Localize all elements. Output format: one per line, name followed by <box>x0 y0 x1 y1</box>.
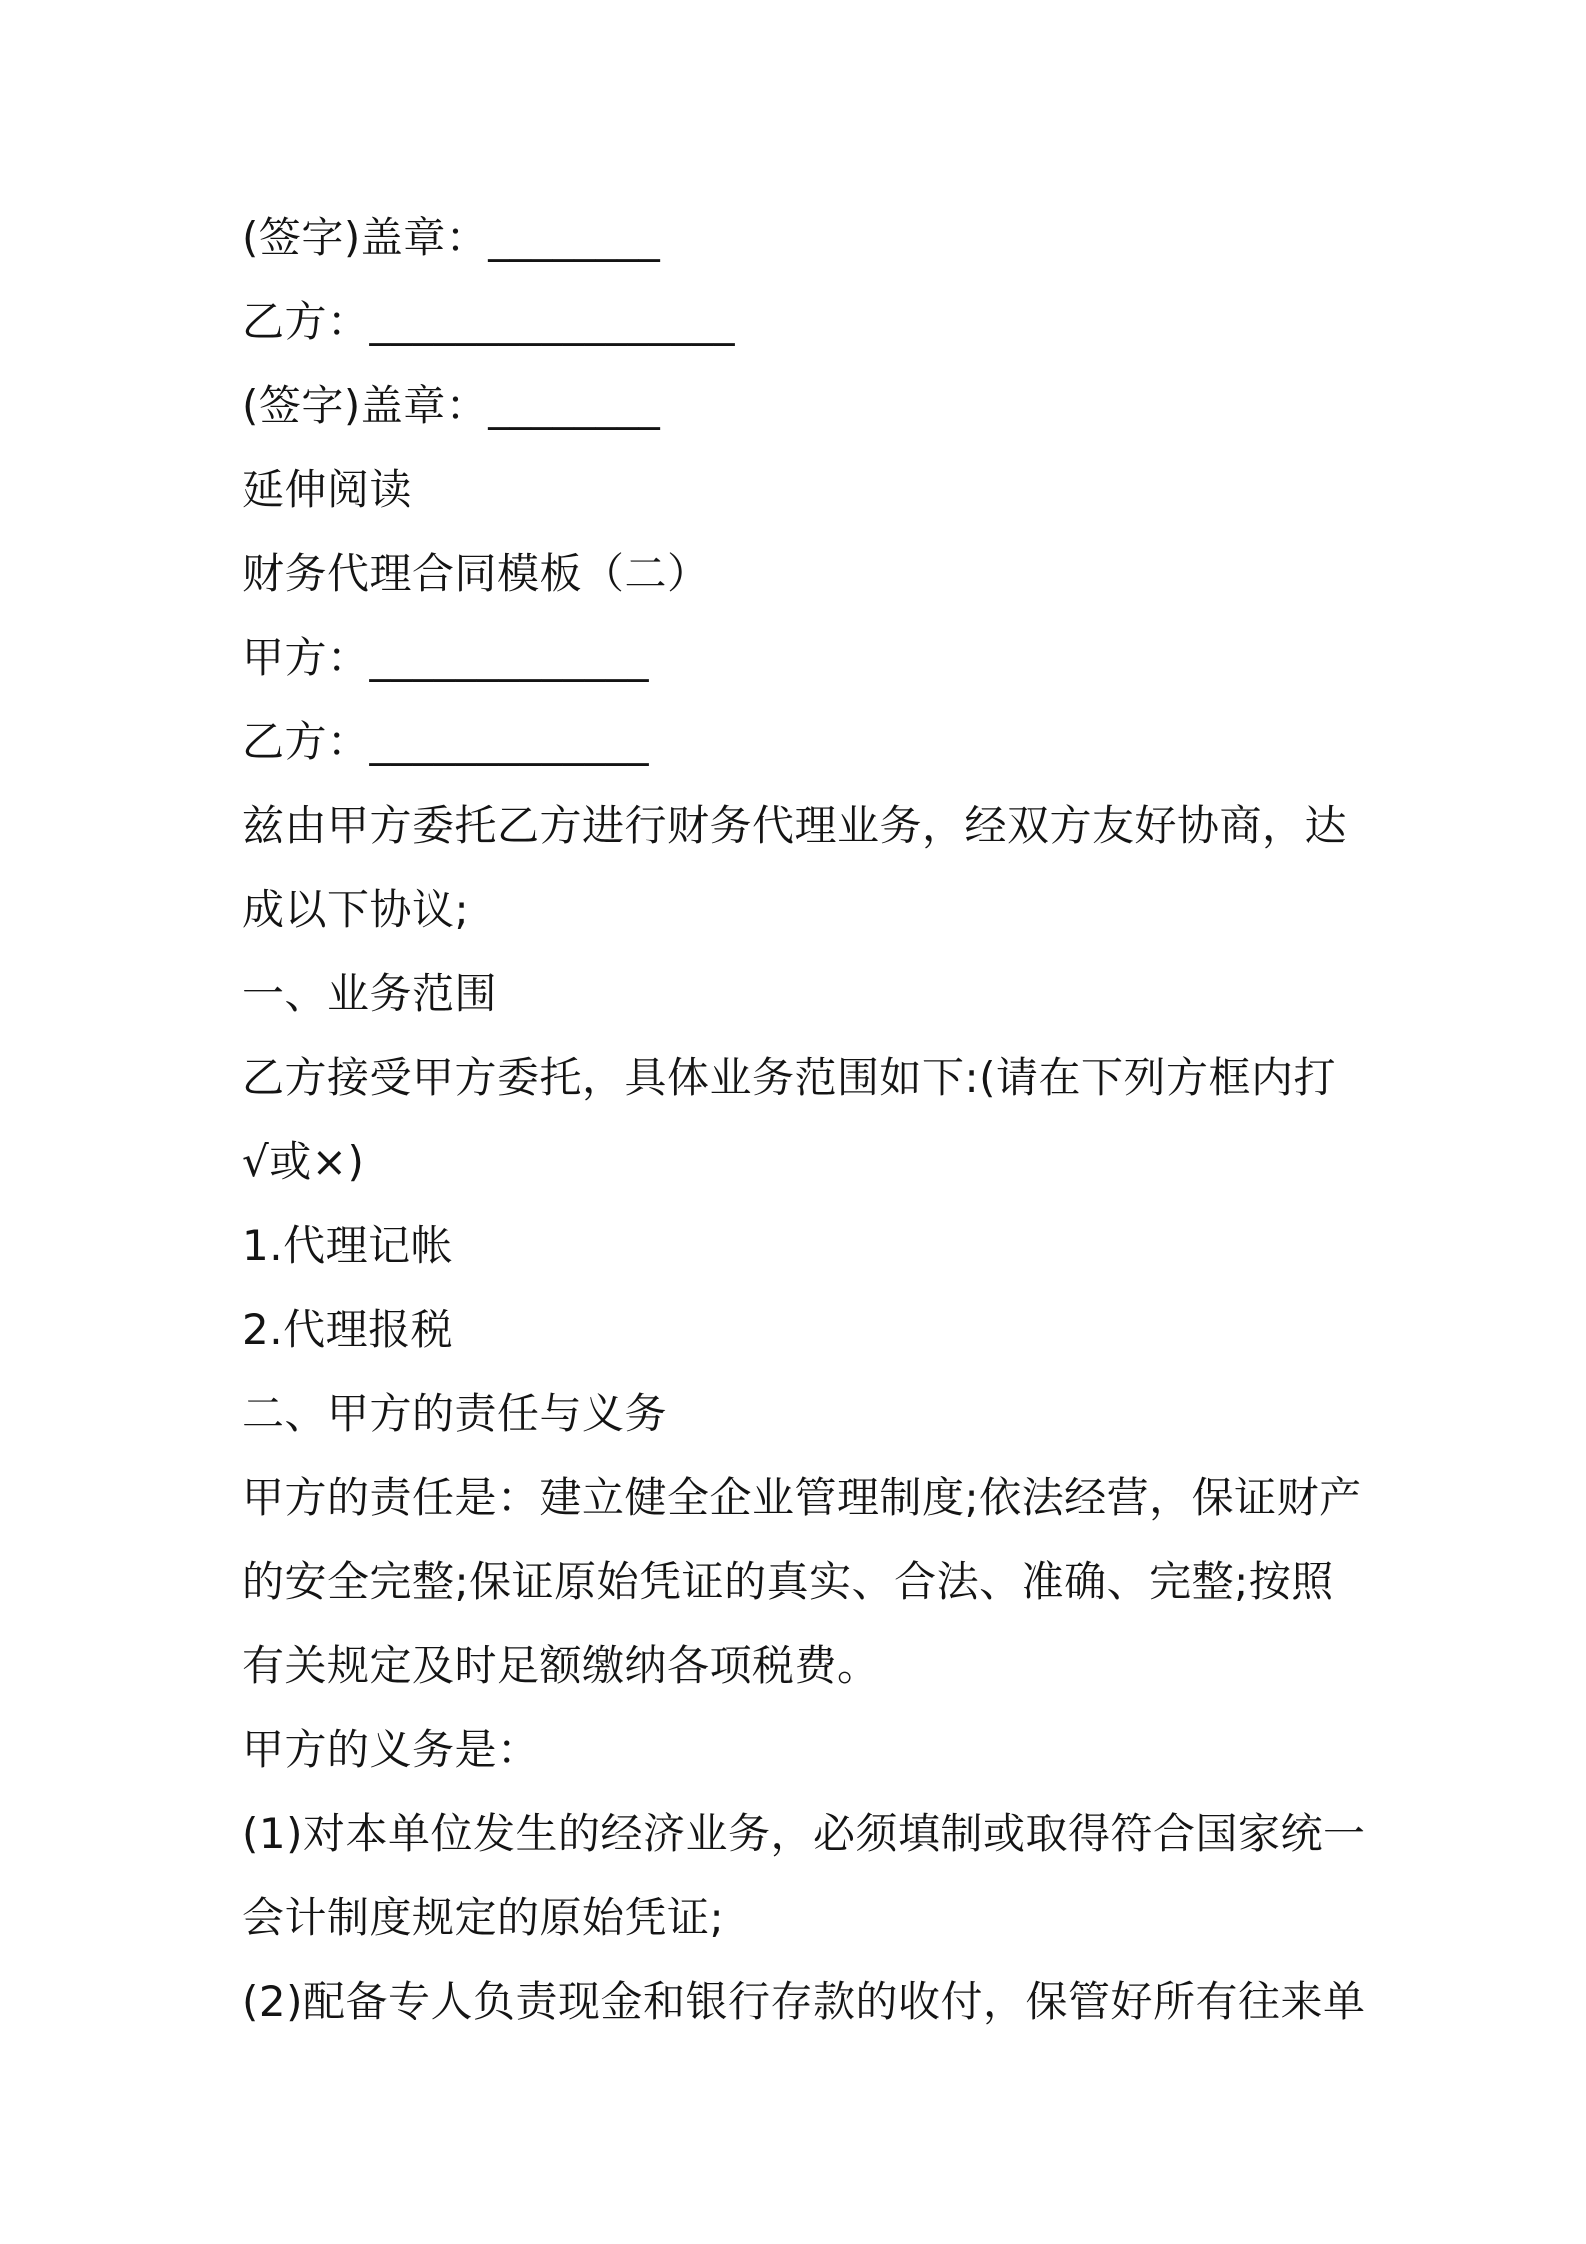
scope-paragraph-line-2: √或×) <box>242 1137 365 1186</box>
contract-title: 财务代理合同模板（二） <box>242 549 710 598</box>
signature-line-party-b: (签字)盖章：________ <box>242 381 661 430</box>
party-b-field: 乙方：_________________ <box>242 297 736 346</box>
section-heading-scope: 一、业务范围 <box>242 969 498 1018</box>
preamble-line-1: 兹由甲方委托乙方进行财务代理业务，经双方友好协商，达 <box>242 801 1348 850</box>
scope-item-tax-filing: 2.代理报税 <box>242 1305 454 1354</box>
scope-paragraph-line-1: 乙方接受甲方委托，具体业务范围如下:(请在下列方框内打 <box>242 1053 1337 1102</box>
document-body <box>242 196 1366 2044</box>
obligations-intro: 甲方的义务是： <box>242 1725 540 1774</box>
responsibility-line-1: 甲方的责任是：建立健全企业管理制度;依法经营，保证财产 <box>242 1473 1362 1522</box>
scope-item-bookkeeping: 1.代理记帐 <box>242 1221 454 1270</box>
obligation-1-line-1: (1)对本单位发生的经济业务，必须填制或取得符合国家统一 <box>242 1809 1366 1858</box>
preamble-line-2: 成以下协议; <box>242 885 470 934</box>
party-a-field: 甲方：_____________ <box>242 633 650 682</box>
extended-reading-heading: 延伸阅读 <box>242 465 413 514</box>
signature-line-party-a: (签字)盖章：________ <box>242 213 661 262</box>
party-b-field-2: 乙方：_____________ <box>242 717 650 766</box>
obligation-1-line-2: 会计制度规定的原始凭证; <box>242 1893 725 1942</box>
responsibility-line-2: 的安全完整;保证原始凭证的真实、合法、准确、完整;按照 <box>242 1557 1334 1606</box>
obligation-2-line-1: (2)配备专人负责现金和银行存款的收付，保管好所有往来单 <box>242 1977 1366 2026</box>
section-heading-party-a-duties: 二、甲方的责任与义务 <box>242 1389 668 1438</box>
responsibility-line-3: 有关规定及时足额缴纳各项税费。 <box>242 1641 880 1690</box>
